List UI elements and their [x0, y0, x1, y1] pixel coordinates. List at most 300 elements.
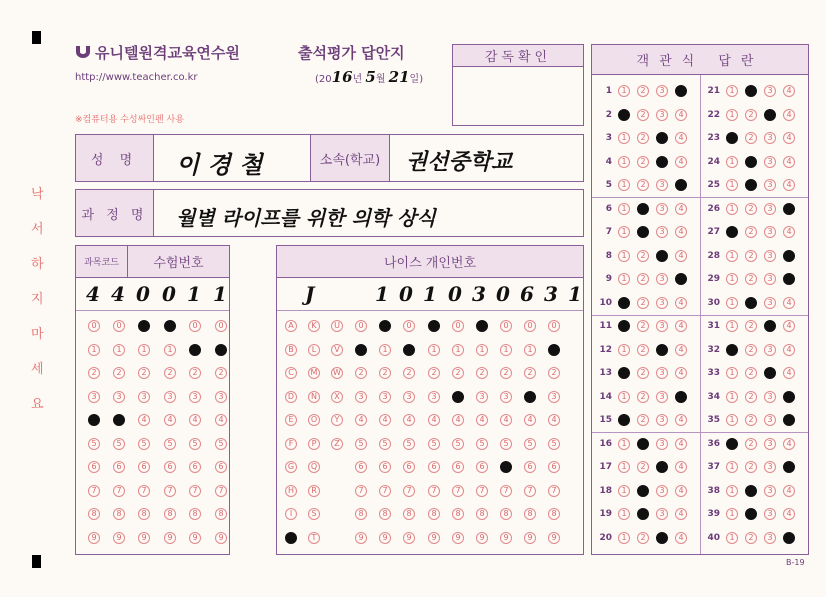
answer-bubble[interactable]: 1	[726, 250, 738, 262]
digit-bubble[interactable]: 5	[500, 438, 512, 450]
answer-bubble[interactable]: 2	[745, 320, 757, 332]
digit-bubble[interactable]: 2	[548, 367, 560, 379]
answer-bubble[interactable]: 4	[675, 203, 687, 215]
digit-bubble[interactable]: 2	[138, 367, 150, 379]
digit-bubble[interactable]: 9	[379, 532, 391, 544]
digit-bubble[interactable]: 0	[138, 320, 150, 332]
answer-bubble[interactable]: 1	[726, 438, 738, 450]
digit-bubble[interactable]: 3	[500, 391, 512, 403]
answer-bubble[interactable]: 4	[783, 344, 795, 356]
answer-bubble[interactable]: 4	[675, 344, 687, 356]
digit-bubble[interactable]: 1	[215, 344, 227, 356]
digit-bubble[interactable]: 0	[355, 320, 367, 332]
answer-bubble[interactable]: 3	[656, 320, 668, 332]
letter-bubble[interactable]: S	[308, 508, 320, 520]
digit-bubble[interactable]: 2	[476, 367, 488, 379]
answer-bubble[interactable]: 4	[675, 461, 687, 473]
digit-bubble[interactable]: 7	[476, 485, 488, 497]
answer-bubble[interactable]: 1	[618, 532, 630, 544]
digit-bubble[interactable]: 4	[452, 414, 464, 426]
digit-bubble[interactable]: 3	[428, 391, 440, 403]
answer-bubble[interactable]: 1	[618, 226, 630, 238]
answer-bubble[interactable]: 3	[764, 203, 776, 215]
answer-bubble[interactable]: 1	[726, 179, 738, 191]
digit-bubble[interactable]: 2	[428, 367, 440, 379]
answer-bubble[interactable]: 3	[656, 414, 668, 426]
digit-bubble[interactable]: 7	[548, 485, 560, 497]
digit-bubble[interactable]: 5	[428, 438, 440, 450]
digit-bubble[interactable]: 4	[548, 414, 560, 426]
answer-bubble[interactable]: 1	[726, 226, 738, 238]
digit-bubble[interactable]: 8	[500, 508, 512, 520]
digit-bubble[interactable]: 9	[138, 532, 150, 544]
answer-bubble[interactable]: 3	[764, 485, 776, 497]
digit-bubble[interactable]: 4	[476, 414, 488, 426]
answer-bubble[interactable]: 3	[656, 344, 668, 356]
digit-bubble[interactable]: 8	[189, 508, 201, 520]
digit-bubble[interactable]: 1	[355, 344, 367, 356]
digit-bubble[interactable]: 7	[500, 485, 512, 497]
digit-bubble[interactable]: 6	[113, 461, 125, 473]
digit-bubble[interactable]: 5	[379, 438, 391, 450]
answer-bubble[interactable]: 4	[783, 132, 795, 144]
digit-bubble[interactable]: 8	[355, 508, 367, 520]
digit-bubble[interactable]: 4	[138, 414, 150, 426]
answer-bubble[interactable]: 1	[618, 156, 630, 168]
digit-bubble[interactable]: 7	[88, 485, 100, 497]
answer-bubble[interactable]: 1	[726, 461, 738, 473]
answer-bubble[interactable]: 2	[637, 273, 649, 285]
answer-bubble[interactable]: 1	[618, 179, 630, 191]
digit-bubble[interactable]: 8	[403, 508, 415, 520]
digit-bubble[interactable]: 3	[113, 391, 125, 403]
digit-bubble[interactable]: 9	[476, 532, 488, 544]
digit-bubble[interactable]: 9	[189, 532, 201, 544]
answer-bubble[interactable]: 3	[656, 179, 668, 191]
digit-bubble[interactable]: 9	[548, 532, 560, 544]
digit-bubble[interactable]: 9	[88, 532, 100, 544]
answer-bubble[interactable]: 4	[675, 179, 687, 191]
digit-bubble[interactable]: 4	[164, 414, 176, 426]
letter-bubble[interactable]: T	[308, 532, 320, 544]
answer-bubble[interactable]: 1	[618, 297, 630, 309]
answer-bubble[interactable]: 3	[764, 273, 776, 285]
letter-bubble[interactable]: O	[308, 414, 320, 426]
digit-bubble[interactable]: 8	[428, 508, 440, 520]
digit-bubble[interactable]: 9	[500, 532, 512, 544]
answer-bubble[interactable]: 3	[656, 532, 668, 544]
digit-bubble[interactable]: 7	[452, 485, 464, 497]
digit-bubble[interactable]: 0	[379, 320, 391, 332]
digit-bubble[interactable]: 2	[164, 367, 176, 379]
digit-bubble[interactable]: 2	[403, 367, 415, 379]
answer-bubble[interactable]: 2	[745, 414, 757, 426]
answer-bubble[interactable]: 1	[726, 273, 738, 285]
answer-bubble[interactable]: 2	[637, 132, 649, 144]
letter-bubble[interactable]: L	[308, 344, 320, 356]
digit-bubble[interactable]: 9	[215, 532, 227, 544]
digit-bubble[interactable]: 3	[215, 391, 227, 403]
answer-bubble[interactable]: 4	[783, 273, 795, 285]
digit-bubble[interactable]: 3	[524, 391, 536, 403]
answer-bubble[interactable]: 2	[637, 109, 649, 121]
answer-bubble[interactable]: 2	[637, 391, 649, 403]
letter-bubble[interactable]: U	[331, 320, 343, 332]
answer-bubble[interactable]: 2	[637, 85, 649, 97]
digit-bubble[interactable]: 6	[138, 461, 150, 473]
digit-bubble[interactable]: 0	[524, 320, 536, 332]
answer-bubble[interactable]: 4	[783, 461, 795, 473]
digit-bubble[interactable]: 7	[189, 485, 201, 497]
answer-bubble[interactable]: 2	[637, 297, 649, 309]
digit-bubble[interactable]: 7	[355, 485, 367, 497]
digit-bubble[interactable]: 3	[379, 391, 391, 403]
answer-bubble[interactable]: 1	[618, 461, 630, 473]
digit-bubble[interactable]: 0	[88, 320, 100, 332]
digit-bubble[interactable]: 9	[164, 532, 176, 544]
digit-bubble[interactable]: 8	[113, 508, 125, 520]
digit-bubble[interactable]: 2	[88, 367, 100, 379]
answer-bubble[interactable]: 4	[675, 297, 687, 309]
digit-bubble[interactable]: 6	[500, 461, 512, 473]
digit-bubble[interactable]: 6	[215, 461, 227, 473]
digit-bubble[interactable]: 6	[88, 461, 100, 473]
digit-bubble[interactable]: 1	[403, 344, 415, 356]
digit-bubble[interactable]: 1	[88, 344, 100, 356]
digit-bubble[interactable]: 8	[88, 508, 100, 520]
answer-bubble[interactable]: 3	[764, 109, 776, 121]
letter-bubble[interactable]: D	[285, 391, 297, 403]
answer-bubble[interactable]: 3	[656, 391, 668, 403]
digit-bubble[interactable]: 3	[476, 391, 488, 403]
answer-bubble[interactable]: 2	[637, 250, 649, 262]
answer-bubble[interactable]: 4	[675, 250, 687, 262]
answer-bubble[interactable]: 3	[656, 297, 668, 309]
digit-bubble[interactable]: 5	[164, 438, 176, 450]
digit-bubble[interactable]: 6	[452, 461, 464, 473]
digit-bubble[interactable]: 9	[428, 532, 440, 544]
digit-bubble[interactable]: 6	[428, 461, 440, 473]
answer-bubble[interactable]: 1	[618, 438, 630, 450]
answer-bubble[interactable]: 1	[726, 132, 738, 144]
answer-bubble[interactable]: 3	[764, 438, 776, 450]
answer-bubble[interactable]: 1	[726, 367, 738, 379]
answer-bubble[interactable]: 1	[618, 344, 630, 356]
answer-bubble[interactable]: 1	[726, 297, 738, 309]
digit-bubble[interactable]: 1	[379, 344, 391, 356]
answer-bubble[interactable]: 4	[675, 391, 687, 403]
digit-bubble[interactable]: 0	[548, 320, 560, 332]
digit-bubble[interactable]: 6	[524, 461, 536, 473]
digit-bubble[interactable]: 9	[403, 532, 415, 544]
letter-bubble[interactable]: W	[331, 367, 343, 379]
digit-bubble[interactable]: 5	[548, 438, 560, 450]
answer-bubble[interactable]: 2	[745, 273, 757, 285]
answer-bubble[interactable]: 3	[764, 320, 776, 332]
answer-bubble[interactable]: 4	[675, 508, 687, 520]
letter-bubble[interactable]: I	[285, 508, 297, 520]
digit-bubble[interactable]: 4	[524, 414, 536, 426]
digit-bubble[interactable]: 2	[215, 367, 227, 379]
digit-bubble[interactable]: 2	[113, 367, 125, 379]
answer-bubble[interactable]: 2	[637, 367, 649, 379]
digit-bubble[interactable]: 3	[164, 391, 176, 403]
answer-bubble[interactable]: 1	[618, 508, 630, 520]
answer-bubble[interactable]: 4	[783, 438, 795, 450]
answer-bubble[interactable]: 3	[656, 273, 668, 285]
digit-bubble[interactable]: 2	[189, 367, 201, 379]
answer-bubble[interactable]: 2	[637, 461, 649, 473]
digit-bubble[interactable]: 1	[428, 344, 440, 356]
digit-bubble[interactable]: 5	[403, 438, 415, 450]
letter-bubble[interactable]: E	[285, 414, 297, 426]
answer-bubble[interactable]: 2	[637, 203, 649, 215]
answer-bubble[interactable]: 1	[618, 109, 630, 121]
digit-bubble[interactable]: 6	[379, 461, 391, 473]
digit-bubble[interactable]: 2	[500, 367, 512, 379]
answer-bubble[interactable]: 2	[745, 297, 757, 309]
letter-bubble[interactable]: Z	[331, 438, 343, 450]
answer-bubble[interactable]: 4	[675, 367, 687, 379]
digit-bubble[interactable]: 5	[138, 438, 150, 450]
digit-bubble[interactable]: 7	[215, 485, 227, 497]
letter-bubble[interactable]: J	[285, 532, 297, 544]
answer-bubble[interactable]: 4	[675, 485, 687, 497]
answer-bubble[interactable]: 2	[637, 508, 649, 520]
answer-bubble[interactable]: 3	[656, 508, 668, 520]
digit-bubble[interactable]: 7	[164, 485, 176, 497]
answer-bubble[interactable]: 3	[656, 367, 668, 379]
digit-bubble[interactable]: 3	[452, 391, 464, 403]
answer-bubble[interactable]: 3	[656, 226, 668, 238]
digit-bubble[interactable]: 8	[379, 508, 391, 520]
letter-bubble[interactable]: F	[285, 438, 297, 450]
digit-bubble[interactable]: 1	[164, 344, 176, 356]
digit-bubble[interactable]: 3	[88, 391, 100, 403]
digit-bubble[interactable]: 4	[88, 414, 100, 426]
answer-bubble[interactable]: 2	[745, 156, 757, 168]
answer-bubble[interactable]: 3	[656, 132, 668, 144]
digit-bubble[interactable]: 8	[164, 508, 176, 520]
answer-bubble[interactable]: 3	[656, 438, 668, 450]
answer-bubble[interactable]: 2	[637, 156, 649, 168]
digit-bubble[interactable]: 7	[138, 485, 150, 497]
digit-bubble[interactable]: 8	[524, 508, 536, 520]
answer-bubble[interactable]: 1	[726, 156, 738, 168]
digit-bubble[interactable]: 1	[452, 344, 464, 356]
answer-bubble[interactable]: 4	[783, 532, 795, 544]
answer-bubble[interactable]: 2	[745, 203, 757, 215]
answer-bubble[interactable]: 4	[675, 273, 687, 285]
answer-bubble[interactable]: 1	[726, 414, 738, 426]
digit-bubble[interactable]: 6	[403, 461, 415, 473]
answer-bubble[interactable]: 3	[656, 485, 668, 497]
answer-bubble[interactable]: 4	[675, 85, 687, 97]
letter-bubble[interactable]: A	[285, 320, 297, 332]
letter-bubble[interactable]: R	[308, 485, 320, 497]
digit-bubble[interactable]: 9	[524, 532, 536, 544]
answer-bubble[interactable]: 3	[656, 250, 668, 262]
letter-bubble[interactable]: G	[285, 461, 297, 473]
digit-bubble[interactable]: 5	[452, 438, 464, 450]
answer-bubble[interactable]: 2	[745, 532, 757, 544]
answer-bubble[interactable]: 3	[764, 461, 776, 473]
letter-bubble[interactable]: N	[308, 391, 320, 403]
answer-bubble[interactable]: 2	[745, 461, 757, 473]
digit-bubble[interactable]: 2	[379, 367, 391, 379]
answer-bubble[interactable]: 1	[726, 203, 738, 215]
digit-bubble[interactable]: 1	[189, 344, 201, 356]
digit-bubble[interactable]: 0	[500, 320, 512, 332]
answer-bubble[interactable]: 3	[764, 179, 776, 191]
answer-bubble[interactable]: 4	[783, 203, 795, 215]
answer-bubble[interactable]: 3	[764, 226, 776, 238]
answer-bubble[interactable]: 1	[618, 391, 630, 403]
answer-bubble[interactable]: 2	[637, 438, 649, 450]
digit-bubble[interactable]: 7	[524, 485, 536, 497]
answer-bubble[interactable]: 4	[783, 226, 795, 238]
digit-bubble[interactable]: 4	[403, 414, 415, 426]
answer-bubble[interactable]: 1	[618, 132, 630, 144]
digit-bubble[interactable]: 4	[113, 414, 125, 426]
answer-bubble[interactable]: 1	[618, 367, 630, 379]
answer-bubble[interactable]: 2	[637, 414, 649, 426]
answer-bubble[interactable]: 2	[745, 179, 757, 191]
answer-bubble[interactable]: 4	[675, 109, 687, 121]
digit-bubble[interactable]: 0	[164, 320, 176, 332]
answer-bubble[interactable]: 4	[783, 156, 795, 168]
digit-bubble[interactable]: 1	[113, 344, 125, 356]
answer-bubble[interactable]: 1	[618, 414, 630, 426]
digit-bubble[interactable]: 4	[189, 414, 201, 426]
answer-bubble[interactable]: 4	[675, 156, 687, 168]
digit-bubble[interactable]: 7	[403, 485, 415, 497]
letter-bubble[interactable]: C	[285, 367, 297, 379]
digit-bubble[interactable]: 3	[138, 391, 150, 403]
answer-bubble[interactable]: 3	[764, 132, 776, 144]
digit-bubble[interactable]: 1	[524, 344, 536, 356]
answer-bubble[interactable]: 4	[783, 320, 795, 332]
letter-bubble[interactable]: K	[308, 320, 320, 332]
answer-bubble[interactable]: 4	[783, 85, 795, 97]
answer-bubble[interactable]: 1	[618, 85, 630, 97]
answer-bubble[interactable]: 1	[726, 532, 738, 544]
digit-bubble[interactable]: 5	[113, 438, 125, 450]
digit-bubble[interactable]: 7	[113, 485, 125, 497]
answer-bubble[interactable]: 2	[637, 485, 649, 497]
digit-bubble[interactable]: 0	[113, 320, 125, 332]
answer-bubble[interactable]: 1	[726, 485, 738, 497]
digit-bubble[interactable]: 8	[548, 508, 560, 520]
answer-bubble[interactable]: 2	[745, 367, 757, 379]
answer-bubble[interactable]: 3	[656, 109, 668, 121]
digit-bubble[interactable]: 0	[476, 320, 488, 332]
answer-bubble[interactable]: 4	[783, 250, 795, 262]
digit-bubble[interactable]: 6	[476, 461, 488, 473]
answer-bubble[interactable]: 3	[656, 203, 668, 215]
answer-bubble[interactable]: 4	[675, 438, 687, 450]
digit-bubble[interactable]: 8	[476, 508, 488, 520]
answer-bubble[interactable]: 3	[764, 532, 776, 544]
digit-bubble[interactable]: 8	[215, 508, 227, 520]
digit-bubble[interactable]: 0	[403, 320, 415, 332]
answer-bubble[interactable]: 1	[726, 508, 738, 520]
digit-bubble[interactable]: 3	[548, 391, 560, 403]
digit-bubble[interactable]: 4	[355, 414, 367, 426]
answer-bubble[interactable]: 1	[726, 344, 738, 356]
answer-bubble[interactable]: 3	[764, 414, 776, 426]
answer-bubble[interactable]: 4	[783, 297, 795, 309]
letter-bubble[interactable]: X	[331, 391, 343, 403]
answer-bubble[interactable]: 2	[745, 85, 757, 97]
answer-bubble[interactable]: 3	[656, 156, 668, 168]
answer-bubble[interactable]: 4	[675, 226, 687, 238]
letter-bubble[interactable]: Y	[331, 414, 343, 426]
digit-bubble[interactable]: 6	[164, 461, 176, 473]
answer-bubble[interactable]: 3	[764, 367, 776, 379]
answer-bubble[interactable]: 2	[745, 109, 757, 121]
letter-bubble[interactable]: H	[285, 485, 297, 497]
digit-bubble[interactable]: 1	[138, 344, 150, 356]
digit-bubble[interactable]: 6	[355, 461, 367, 473]
answer-bubble[interactable]: 2	[745, 226, 757, 238]
digit-bubble[interactable]: 4	[500, 414, 512, 426]
digit-bubble[interactable]: 0	[428, 320, 440, 332]
answer-bubble[interactable]: 4	[783, 391, 795, 403]
answer-bubble[interactable]: 4	[783, 414, 795, 426]
answer-bubble[interactable]: 4	[783, 485, 795, 497]
answer-bubble[interactable]: 3	[764, 85, 776, 97]
answer-bubble[interactable]: 1	[618, 273, 630, 285]
answer-bubble[interactable]: 2	[745, 250, 757, 262]
letter-bubble[interactable]: V	[331, 344, 343, 356]
digit-bubble[interactable]: 1	[500, 344, 512, 356]
digit-bubble[interactable]: 4	[215, 414, 227, 426]
digit-bubble[interactable]: 5	[189, 438, 201, 450]
digit-bubble[interactable]: 9	[113, 532, 125, 544]
digit-bubble[interactable]: 4	[379, 414, 391, 426]
answer-bubble[interactable]: 4	[675, 532, 687, 544]
answer-bubble[interactable]: 3	[656, 85, 668, 97]
answer-bubble[interactable]: 2	[745, 132, 757, 144]
letter-bubble[interactable]: B	[285, 344, 297, 356]
digit-bubble[interactable]: 0	[189, 320, 201, 332]
answer-bubble[interactable]: 1	[726, 109, 738, 121]
answer-bubble[interactable]: 3	[764, 391, 776, 403]
letter-bubble[interactable]: P	[308, 438, 320, 450]
digit-bubble[interactable]: 5	[355, 438, 367, 450]
answer-bubble[interactable]: 2	[745, 485, 757, 497]
digit-bubble[interactable]: 6	[548, 461, 560, 473]
answer-bubble[interactable]: 3	[764, 156, 776, 168]
answer-bubble[interactable]: 2	[637, 320, 649, 332]
answer-bubble[interactable]: 3	[764, 297, 776, 309]
answer-bubble[interactable]: 1	[726, 85, 738, 97]
answer-bubble[interactable]: 4	[675, 132, 687, 144]
digit-bubble[interactable]: 5	[215, 438, 227, 450]
digit-bubble[interactable]: 8	[138, 508, 150, 520]
answer-bubble[interactable]: 2	[637, 226, 649, 238]
digit-bubble[interactable]: 3	[355, 391, 367, 403]
digit-bubble[interactable]: 4	[428, 414, 440, 426]
answer-bubble[interactable]: 3	[764, 250, 776, 262]
digit-bubble[interactable]: 5	[476, 438, 488, 450]
answer-bubble[interactable]: 2	[745, 391, 757, 403]
answer-bubble[interactable]: 1	[618, 485, 630, 497]
answer-bubble[interactable]: 1	[618, 250, 630, 262]
answer-bubble[interactable]: 1	[618, 320, 630, 332]
answer-bubble[interactable]: 3	[764, 344, 776, 356]
